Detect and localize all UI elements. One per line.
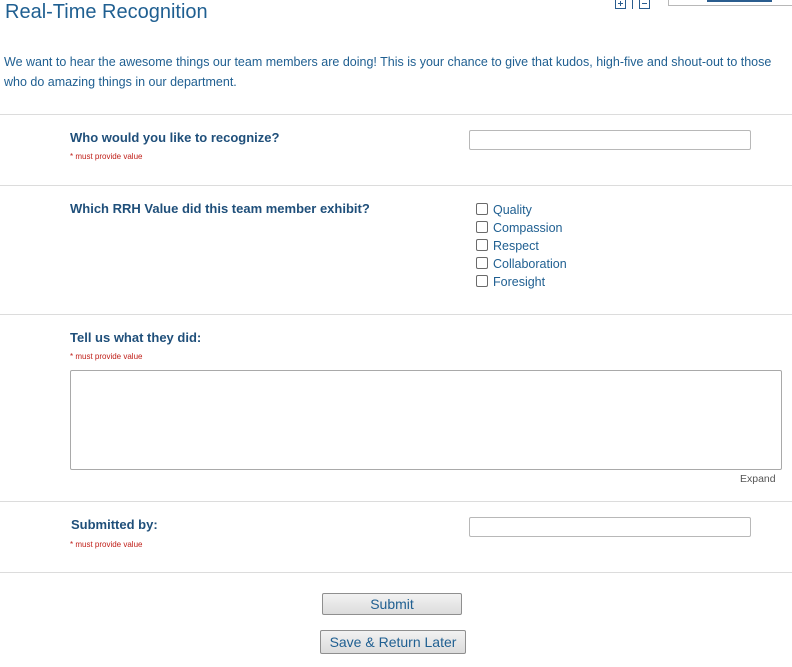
required-note: * must provide value [70, 540, 143, 549]
required-note: * must provide value [70, 352, 143, 361]
compassion-checkbox[interactable] [476, 221, 488, 233]
plus-square-icon[interactable] [615, 0, 626, 9]
section-divider [0, 185, 792, 186]
checkbox-option-compassion[interactable] [476, 219, 567, 237]
recognize-input[interactable] [469, 130, 751, 150]
checkbox-option-foresight[interactable] [476, 273, 567, 291]
checkbox-label[interactable]: Compassion [493, 221, 563, 235]
save-return-later-button[interactable]: Save & Return Later [320, 630, 466, 654]
top-right-widget[interactable] [668, 0, 792, 6]
quality-checkbox[interactable] [476, 203, 488, 215]
link-stub[interactable] [707, 0, 772, 2]
submitted-by-input[interactable] [469, 517, 751, 537]
question-label-value: Which RRH Value did this team member exhibit? [70, 201, 370, 216]
question-label-submitted-by: Submitted by: [71, 517, 158, 532]
checkbox-label[interactable]: Quality [493, 203, 532, 217]
section-divider [0, 114, 792, 115]
respect-checkbox[interactable] [476, 239, 488, 251]
question-label-what-they-did: Tell us what they did: [70, 330, 202, 345]
checkbox-label[interactable]: Collaboration [493, 257, 567, 271]
divider [632, 0, 633, 9]
checkbox-option-respect[interactable] [476, 237, 567, 255]
section-divider [0, 572, 792, 573]
section-divider [0, 314, 792, 315]
expand-link[interactable]: Expand [740, 473, 776, 485]
checkbox-option-quality[interactable] [476, 201, 567, 219]
required-note: * must provide value [70, 152, 143, 161]
checkbox-label[interactable]: Foresight [493, 275, 546, 289]
minus-square-icon[interactable] [639, 0, 650, 9]
section-divider [0, 501, 792, 502]
section-toggle-controls [615, 0, 650, 9]
submit-button[interactable]: Submit [322, 593, 462, 615]
collaboration-checkbox[interactable] [476, 257, 488, 269]
intro-text: We want to hear the awesome things our team members are doing! This is your chance to give that kudos, high-five and shout-out to those who do amazing things in our department. [4, 55, 772, 89]
page-title: Real-Time Recognition [5, 1, 208, 23]
checkbox-label[interactable]: Respect [493, 239, 539, 253]
what-they-did-textarea[interactable] [70, 370, 782, 470]
foresight-checkbox[interactable] [476, 275, 488, 287]
question-label-recognize: Who would you like to recognize? [70, 130, 280, 145]
value-checkbox-group [476, 201, 567, 291]
checkbox-option-collaboration[interactable] [476, 255, 567, 273]
